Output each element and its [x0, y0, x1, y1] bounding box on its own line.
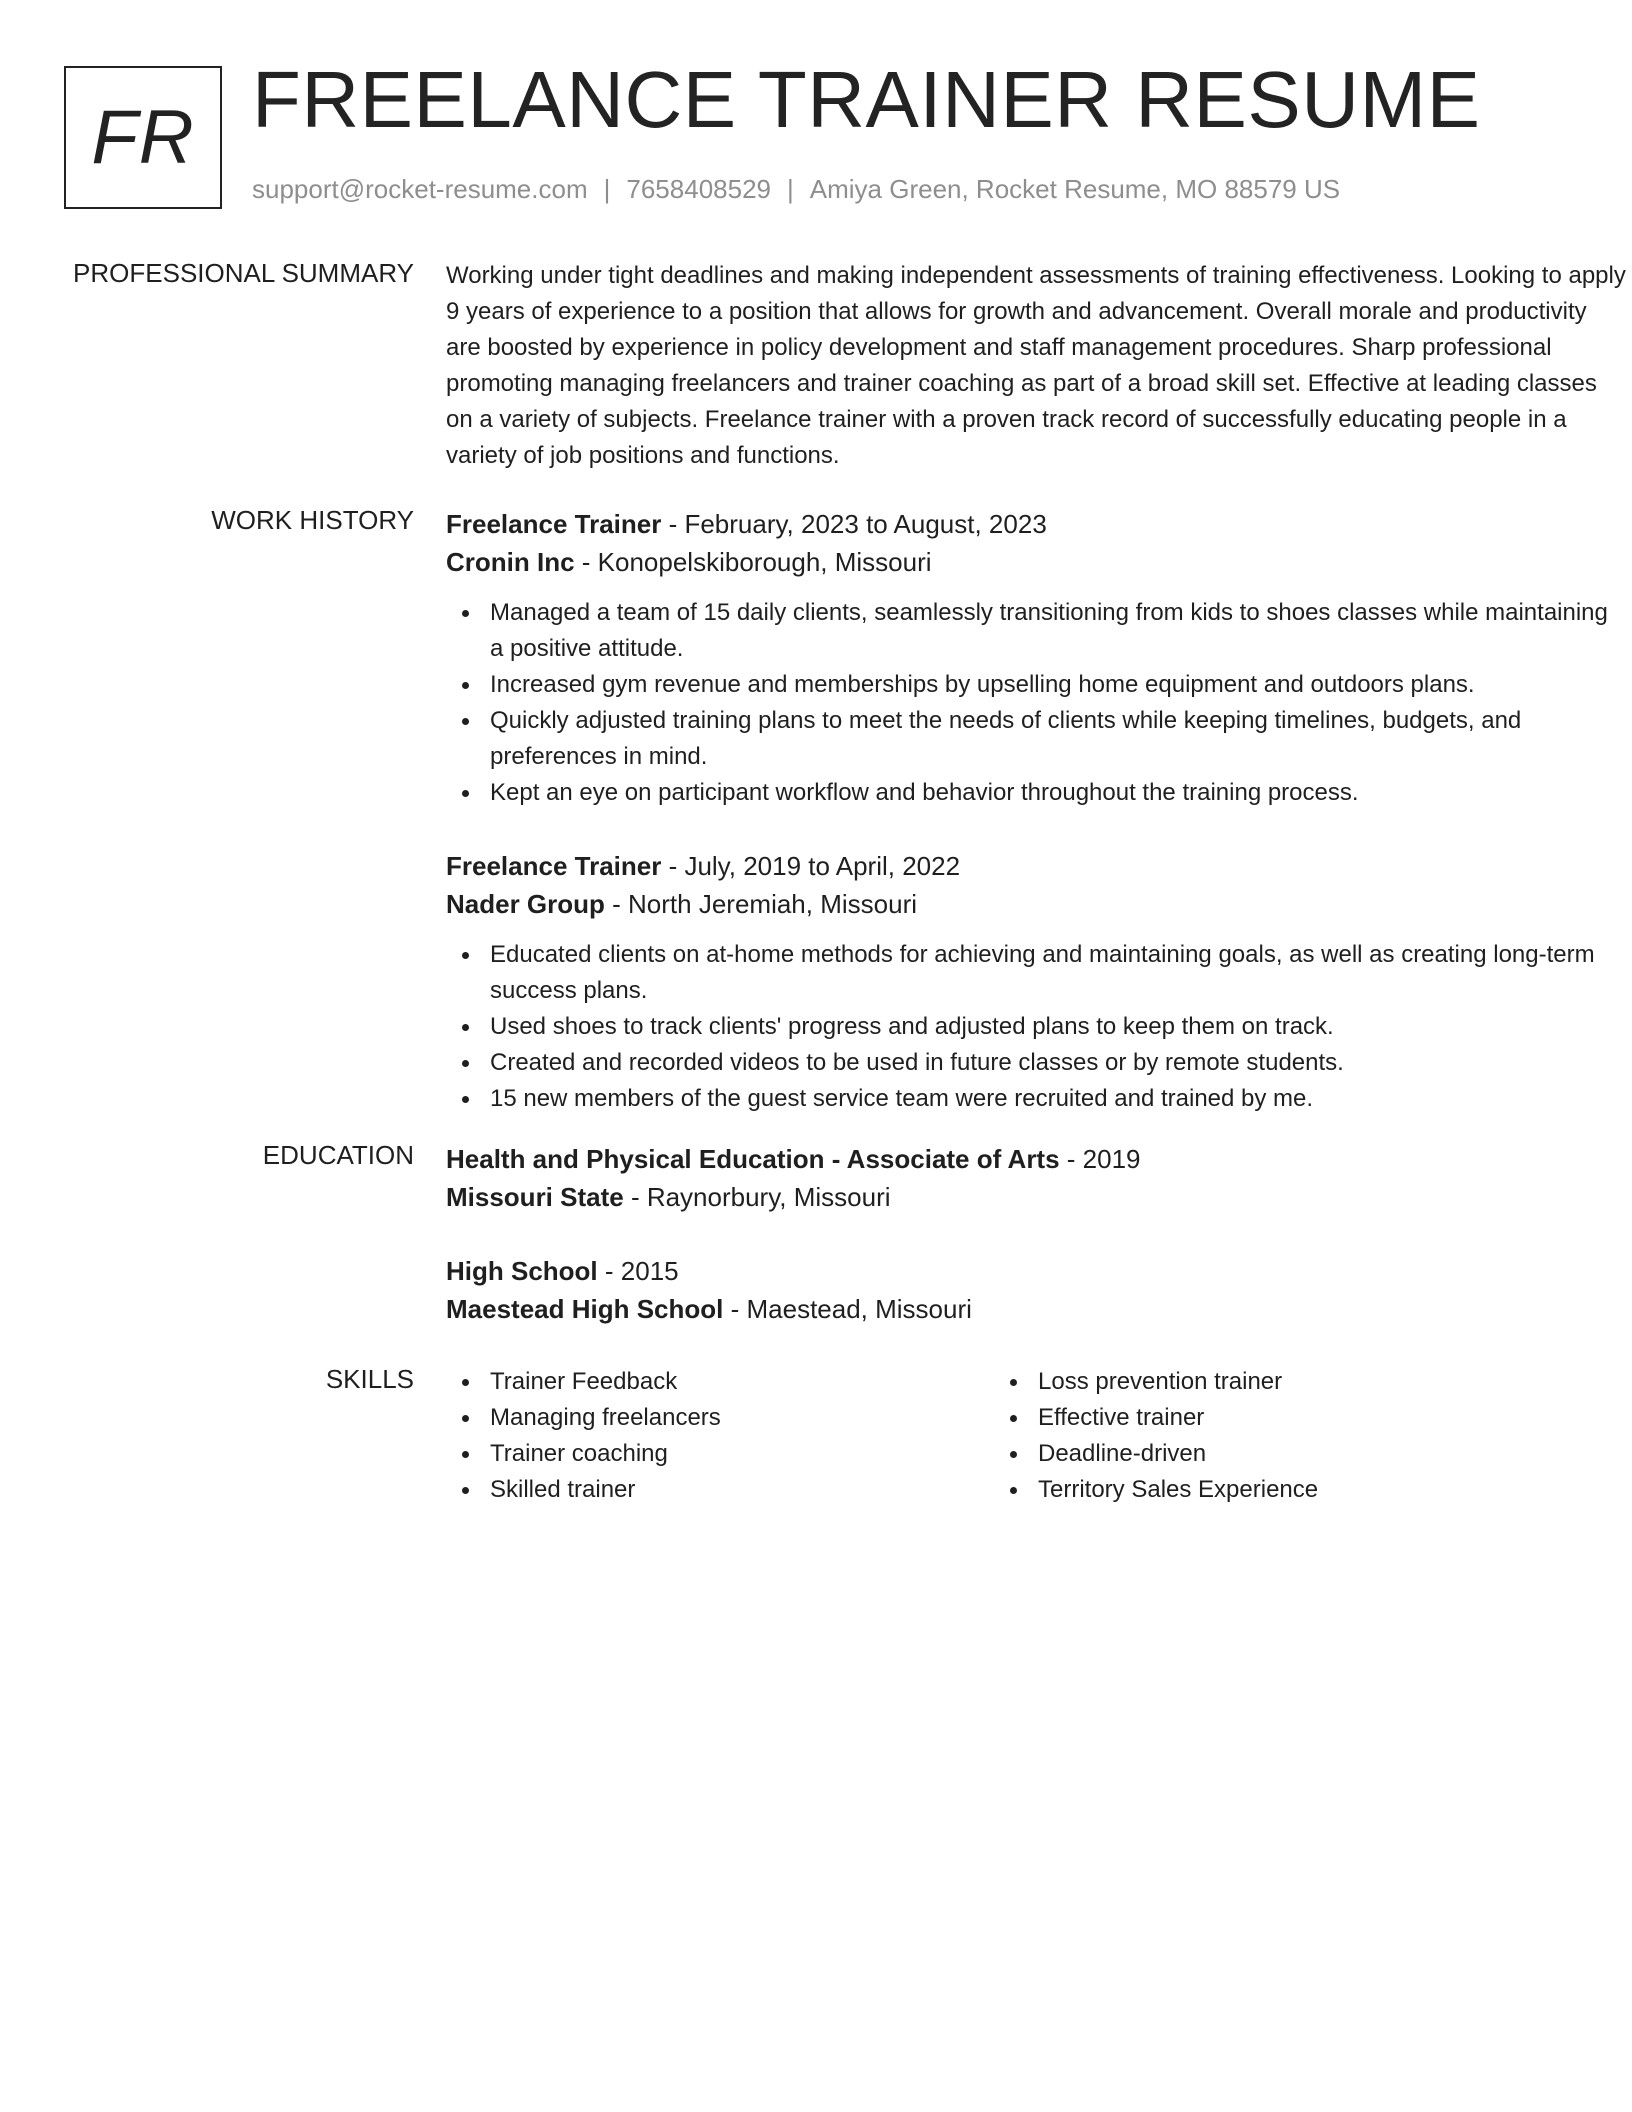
skill-item: Trainer Feedback — [446, 1364, 994, 1400]
school-line — [446, 1178, 1626, 1216]
list-item: Created and recorded videos to be used in future classes or by remote students. — [446, 1045, 1626, 1081]
list-item: Managed a team of 15 daily clients, seamlessly transitioning from kids to shoes classes while maintaining a positive attitude. — [446, 595, 1626, 667]
contact-separator: | — [787, 174, 794, 204]
skill-item: Loss prevention trainer — [994, 1364, 1542, 1400]
list-item: Used shoes to track clients' progress and adjusted plans to keep them on track. — [446, 1009, 1626, 1045]
summary-text: Working under tight deadlines and making independent assessments of training effectiveness. Looking to apply 9 years of experience to a position that allows for growth and advancement. Overall morale and productivity are boosted by experience in policy development and staff management procedures. Sharp professional promoting managing freelancers and trainer coaching as part of a broad skill set. Effective at leading classes on a variety of subjects. Freelance trainer with a proven track record of successfully educating people in a variety of job positions and functions. — [446, 262, 1626, 469]
skill-item: Trainer coaching — [446, 1436, 994, 1472]
school-line — [446, 1290, 1626, 1328]
job-title-line — [446, 505, 1626, 543]
education-entry — [446, 1252, 1626, 1328]
skills-list-left — [446, 1364, 994, 1508]
job-bullets — [446, 937, 1626, 1117]
contact-address: Amiya Green, Rocket Resume, MO 88579 US — [809, 174, 1341, 204]
job-title-line — [446, 847, 1626, 885]
contact-phone: 7658408529 — [626, 174, 771, 204]
school: Maestead High School — [446, 1294, 724, 1324]
list-item: Kept an eye on participant workflow and behavior throughout the training process. — [446, 775, 1626, 811]
job-company: Cronin Inc — [446, 547, 575, 577]
skill-item: Skilled trainer — [446, 1472, 994, 1508]
monogram-text: FR — [91, 95, 195, 180]
school-location: - Raynorbury, Missouri — [623, 1182, 891, 1212]
school: Missouri State — [446, 1182, 624, 1212]
list-item: 15 new members of the guest service team were recruited and trained by me. — [446, 1081, 1626, 1117]
job-company-line — [446, 543, 1626, 581]
list-item: Educated clients on at-home methods for achieving and maintaining goals, as well as creating long-term success plans. — [446, 937, 1626, 1009]
job-company-line — [446, 885, 1626, 923]
degree: High School — [446, 1256, 598, 1286]
contact-line — [252, 174, 1340, 205]
contact-email: support@rocket-resume.com — [252, 174, 588, 204]
contact-separator: | — [603, 174, 611, 204]
job-company: Nader Group — [446, 889, 605, 919]
skill-item: Deadline-driven — [994, 1436, 1542, 1472]
degree-line — [446, 1140, 1626, 1178]
section-label-education: EDUCATION — [262, 1140, 414, 1170]
job-title: Freelance Trainer — [446, 509, 662, 539]
degree-year: - 2015 — [597, 1256, 679, 1286]
skills-columns — [446, 1364, 1626, 1508]
skill-item: Effective trainer — [994, 1400, 1542, 1436]
job-entry — [446, 505, 1626, 811]
skill-item: Territory Sales Experience — [994, 1472, 1542, 1508]
degree: Health and Physical Education - Associate of Arts — [446, 1144, 1060, 1174]
list-item: Quickly adjusted training plans to meet the needs of clients while keeping timelines, budgets, and preferences in mind. — [446, 703, 1626, 775]
degree-line — [446, 1252, 1626, 1290]
job-dates: - February, 2023 to August, 2023 — [661, 509, 1047, 539]
skill-item: Managing freelancers — [446, 1400, 994, 1436]
skills-list-right — [994, 1364, 1542, 1508]
job-location: - North Jeremiah, Missouri — [604, 889, 917, 919]
section-label-summary: PROFESSIONAL SUMMARY — [73, 258, 414, 288]
section-label-skills: SKILLS — [325, 1364, 414, 1394]
school-location: - Maestead, Missouri — [723, 1294, 972, 1324]
degree-year: - 2019 — [1059, 1144, 1141, 1174]
job-location: - Konopelskiborough, Missouri — [574, 547, 932, 577]
monogram-logo — [64, 66, 222, 209]
list-item: Increased gym revenue and memberships by upselling home equipment and outdoors plans. — [446, 667, 1626, 703]
job-bullets — [446, 595, 1626, 811]
page-title: FREELANCE TRAINER RESUME — [252, 55, 1481, 144]
job-entry — [446, 847, 1626, 1117]
education-entry — [446, 1140, 1626, 1216]
section-label-work-history: WORK HISTORY — [211, 505, 414, 535]
job-title: Freelance Trainer — [446, 851, 662, 881]
job-dates: - July, 2019 to April, 2022 — [661, 851, 961, 881]
